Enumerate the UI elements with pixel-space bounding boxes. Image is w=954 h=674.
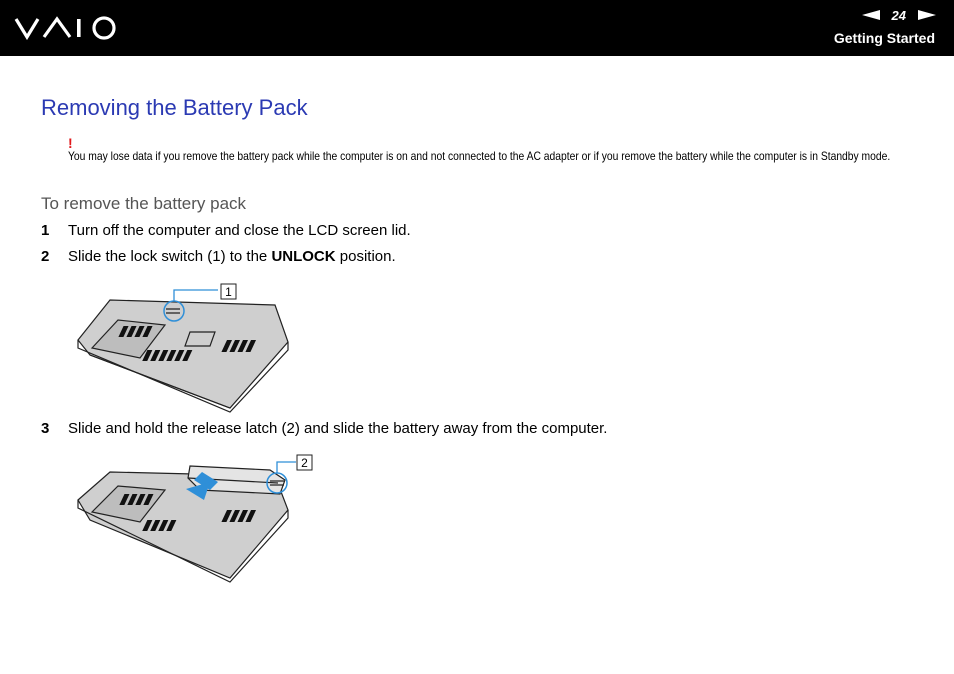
step-number: 3 [41, 420, 50, 437]
step-text: Turn off the computer and close the LCD screen lid. [68, 222, 411, 239]
page-title: Removing the Battery Pack [41, 95, 308, 120]
callout-2: 2 [301, 456, 308, 470]
figure-release-battery [70, 450, 320, 585]
next-page-arrow-icon[interactable] [918, 10, 936, 20]
unlock-label: UNLOCK [271, 248, 336, 265]
step-text: Slide the lock switch (1) to the UNLOCK position. [68, 248, 396, 265]
step-3 [41, 420, 607, 437]
figure-lock-switch [70, 280, 300, 415]
procedure-heading: To remove the battery pack [41, 194, 247, 213]
step-2 [41, 248, 396, 265]
page-navigation [862, 7, 936, 23]
warning-note: You may lose data if you remove the battery pack while the computer is on and not connected to the AC adapter or if you remove the battery while the computer is in Standby mode. [68, 149, 891, 163]
page-number: 24 [891, 7, 906, 23]
vaio-logo [14, 14, 120, 42]
warning-mark-icon: ! [68, 135, 73, 151]
callout-1: 1 [225, 285, 232, 299]
step-number: 2 [41, 248, 50, 265]
step-text: Slide and hold the release latch (2) and slide the battery away from the computer. [68, 420, 608, 437]
header-bar [0, 0, 954, 56]
step-1 [41, 222, 411, 239]
previous-page-arrow-icon[interactable] [862, 10, 880, 20]
step-number: 1 [41, 222, 50, 239]
section-name: Getting Started [833, 30, 935, 46]
